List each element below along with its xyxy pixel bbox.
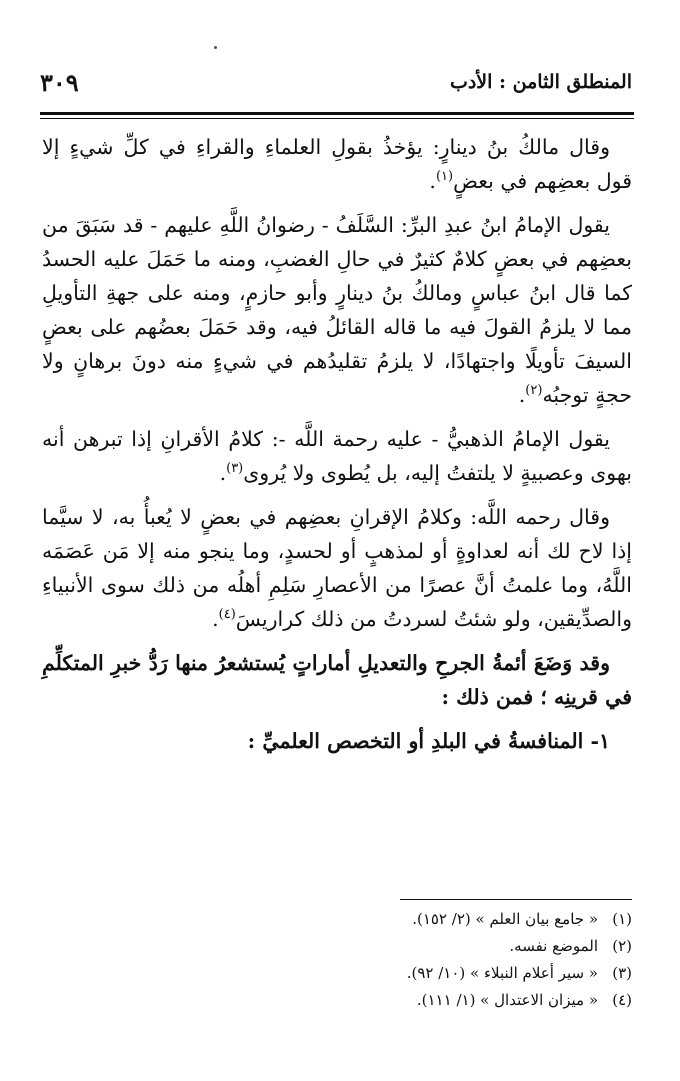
footnote-text: « ميزان الاعتدال » (١/ ١١١). <box>416 991 598 1009</box>
footnote-marker: (٣) <box>226 461 244 477</box>
paragraph-end: . <box>429 169 436 193</box>
paragraph-text: يقول الإمامُ الذهبيُّ - عليه رحمة اللَّه -: كلامُ الأقرانِ إذا تبرهن أنه بهوى وعصبيةٍ لا يلتفتُ إليه، بل يُطوى ولا يُروى <box>42 427 632 485</box>
footnote-number: (٣) <box>612 964 632 982</box>
page-header <box>40 62 632 102</box>
bold-paragraph: وقد وَضَعَ أئمةُ الجرحِ والتعديلِ أماراتٍ يُستشعرُ منها رَدُّ خبرِ المتكلِّمِ في قرينِه ؛ فمن ذلك : <box>42 651 632 709</box>
print-speck <box>214 46 217 49</box>
paragraph <box>42 500 632 636</box>
paragraph-text: وقال رحمه اللَّه: وكلامُ الإقرانِ بعضِهم في بعضٍ لا يُعبأُ به، لا سيَّما إذا لاح لك أنه لعداوةٍ أو لمذهبٍ أو لحسدٍ، وما ينجو منه إلا مَن عَصَمَه اللَّهُ، وما علمتُ أنَّ عصرًا من الأعصارِ سَلِمِ أهلُه من ذلك سوى الأنبياءِ والصدِّيقين، ولو شئتُ لسردتُ من ذلك كراريسَ <box>42 505 632 631</box>
header-rule-thick <box>40 112 634 115</box>
paragraph <box>42 208 632 412</box>
running-head: المنطلق الثامن : الأدب <box>449 71 632 93</box>
footnotes <box>260 906 632 1014</box>
paragraph-text: يقول الإمامُ ابنُ عبدِ البرِّ: السَّلَفُ - رضوانُ اللَّهِ عليهم - قد سَبَقَ من بعضِهم في بعضٍ كلامٌ كثيرٌ في حالِ الغضبِ، ومنه ما حَمَلَ عليه الحسدُ كما قال ابنُ عباسٍ ومالكُ بنُ دينارٍ وأبو حازمٍ، ومنه على جهةِ التأويلِ مما لا يلزمُ القولَ فيه ما قاله القائلُ فيه، وقد حَمَلَ بعضُهم على بعضٍ السيفَ تأويلًا واجتهادًا، لا يلزمُ تقليدُهم في شيءٍ منه دونَ برهانٍ ولا حجةٍ توجبُه <box>42 213 632 407</box>
footnote-text: « جامع بيان العلم » (٢/ ١٥٢). <box>412 910 598 928</box>
footnote-rule <box>400 899 632 900</box>
paragraph <box>42 130 632 198</box>
footnote <box>260 960 632 987</box>
footnote-number: (٤) <box>612 991 632 1009</box>
paragraph-end: . <box>518 383 526 407</box>
page-number: ٣٠٩ <box>40 67 79 97</box>
footnote <box>260 987 632 1014</box>
footnote-marker: (٢) <box>525 383 543 399</box>
paragraph <box>42 422 632 490</box>
footnote-text: « سير أعلام النبلاء » (١٠/ ٩٢). <box>406 964 598 982</box>
footnote-marker: (٤) <box>218 607 236 623</box>
footnote-marker: (١) <box>435 169 454 185</box>
header-rule-thin <box>40 118 634 119</box>
footnote <box>260 906 632 933</box>
paragraph-text: وقال مالكُ بنُ دينارٍ: يؤخذُ بقولِ العلماءِ والقراءِ في كلِّ شيءٍ إلا قول بعضِهم في بعضٍ <box>42 135 632 193</box>
main-text <box>42 130 632 768</box>
footnote-text: الموضع نفسه. <box>509 937 598 955</box>
footnote-number: (٢) <box>612 937 632 955</box>
subheading: ١- المنافسةُ في البلدِ أو التخصص العلميِّ : <box>247 729 610 753</box>
footnote <box>260 933 632 960</box>
footnote-number: (١) <box>612 910 632 928</box>
paragraph-end: . <box>212 607 219 631</box>
paragraph-end: . <box>219 461 227 485</box>
